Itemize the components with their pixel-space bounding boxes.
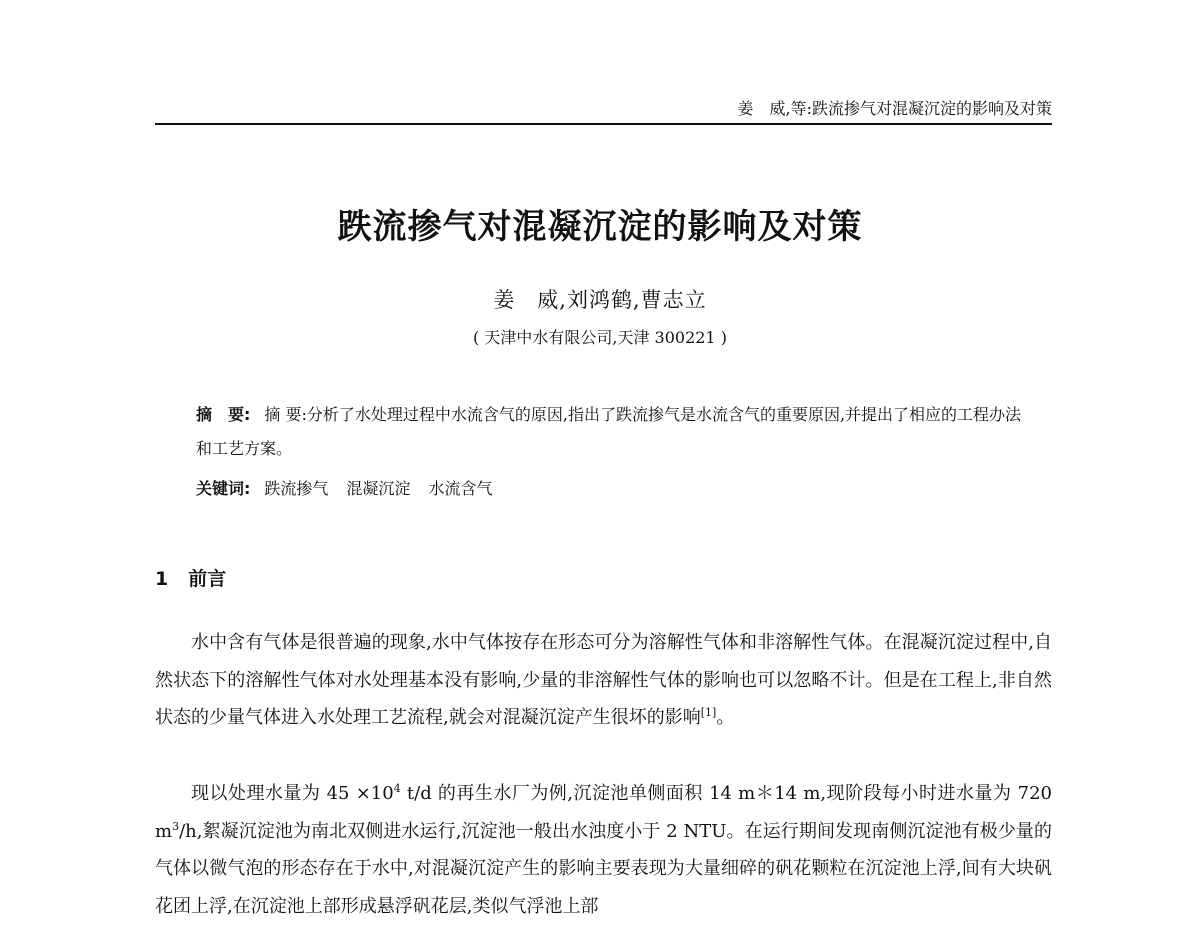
abstract-text: 摘 要:分析了水处理过程中水流含气的原因,指出了跌流掺气是水流含气的重要原因,并提出了相应的工程办法和工艺方案。 — [196, 405, 1022, 458]
keyword: 混凝沉淀 — [346, 479, 411, 498]
exponent: 4 — [393, 782, 401, 795]
keywords-label: 关键词: — [196, 479, 251, 498]
paragraph-text: t/d 的再生水厂为例,沉淀池单侧面积 14 m＊14 m,现阶段每小时进水量为 720 m — [155, 783, 1052, 842]
paragraph-text: 现以处理水量为 45 ×10 — [191, 783, 394, 804]
abstract — [196, 398, 1026, 466]
keywords — [196, 474, 1026, 504]
body-paragraph-2 — [155, 775, 1052, 925]
running-header: 姜 威,等:跌流掺气对混凝沉淀的影响及对策 — [737, 99, 1052, 118]
section-number: 1 — [155, 568, 169, 590]
section-heading — [155, 564, 226, 591]
header-rule — [155, 123, 1052, 125]
authors: 姜 威,刘鸿鹤,曹志立 — [493, 288, 707, 312]
affiliation: ( 天津中水有限公司,天津 300221 ) — [473, 328, 727, 347]
section-title: 前言 — [188, 568, 227, 590]
exponent: 3 — [172, 819, 180, 833]
citation: [1] — [700, 706, 717, 719]
paragraph-text: /h,絮凝沉淀池为南北双侧进水运行,沉淀池一般出水浊度小于 2 NTU。在运行期间发现南侧沉淀池有极少量的气体以微气泡的形态存在于水中,对混凝沉淀产生的影响主要表现为大量细碎的矾花颗粒在沉淀池上浮,间有大块矾花团上浮,在沉淀池上部形成悬浮矾花层,类似气浮池上部 — [155, 820, 1052, 917]
paper-title: 跌流掺气对混凝沉淀的影响及对策 — [337, 207, 863, 247]
paragraph-end: 。 — [716, 707, 735, 728]
keyword: 跌流掺气 — [264, 479, 329, 498]
paragraph-text: 水中含有气体是很普遍的现象,水中气体按存在形态可分为溶解性气体和非溶解性气体。在混凝沉淀过程中,自然状态下的溶解性气体对水处理基本没有影响,少量的非溶解性气体的影响也可以忽略不计。但是在工程上,非自然状态的少量气体进入水处理工艺流程,就会对混凝沉淀产生很坏的影响 — [155, 632, 1052, 728]
keyword: 水流含气 — [428, 479, 493, 498]
body-paragraph-1 — [155, 624, 1052, 737]
abstract-label: 摘 要: — [196, 405, 251, 424]
